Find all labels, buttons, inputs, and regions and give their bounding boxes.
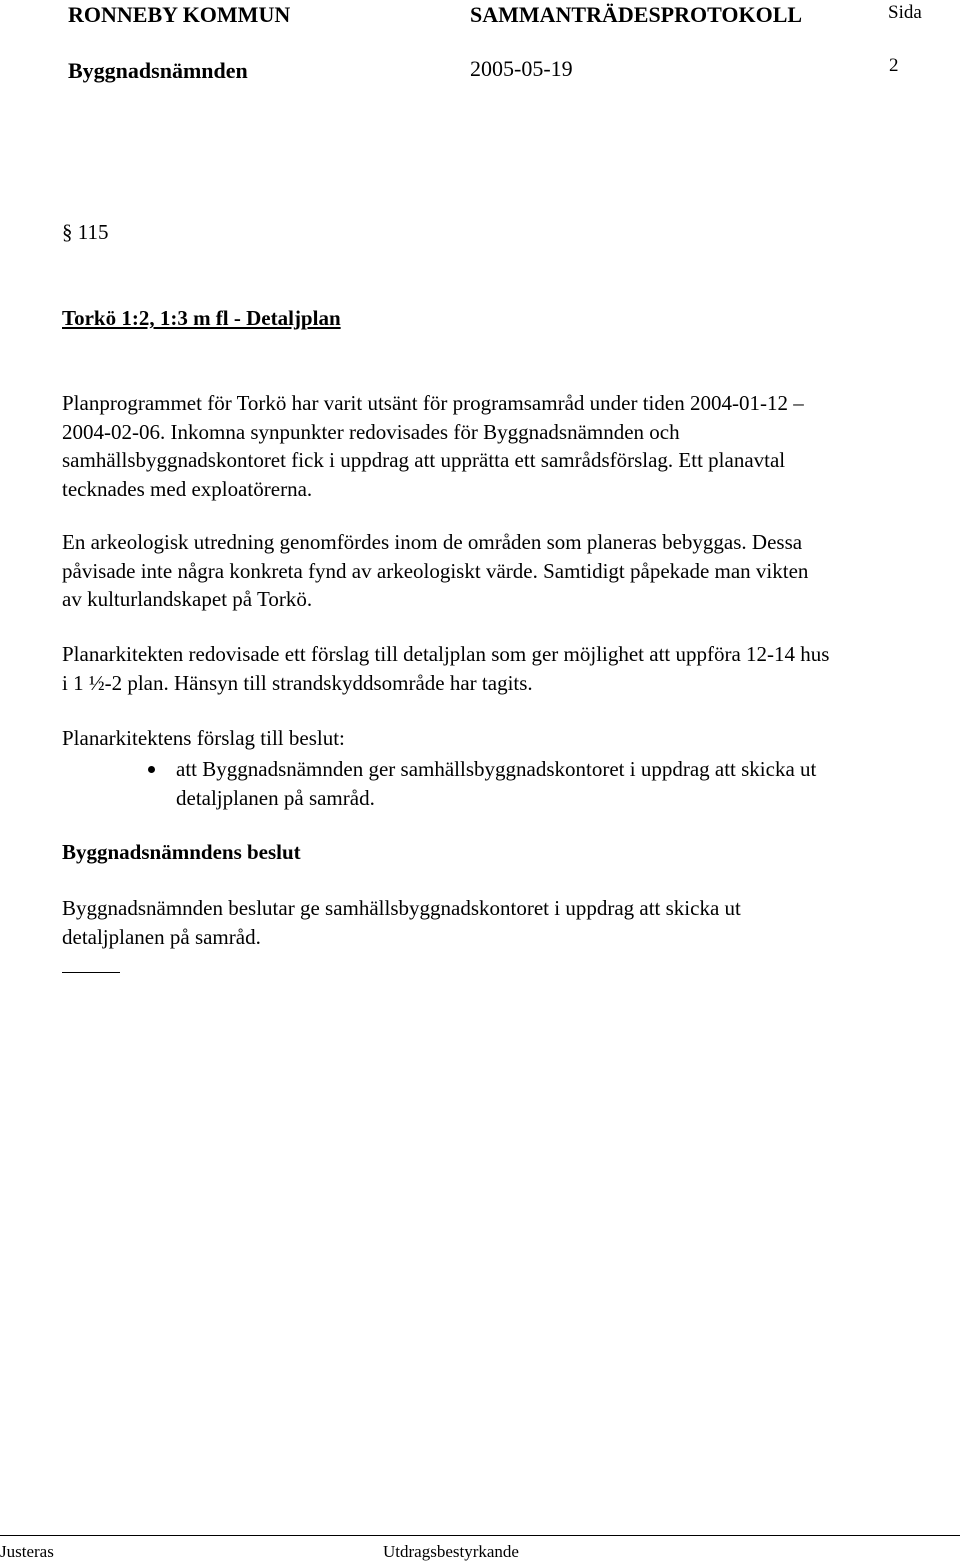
document-type: SAMMANTRÄDESPROTOKOLL bbox=[470, 2, 803, 27]
footer-justeras: Justeras bbox=[0, 1542, 54, 1561]
org-name: RONNEBY KOMMUN bbox=[68, 2, 291, 27]
paragraph-line: detaljplanen på samråd. bbox=[62, 924, 261, 949]
paragraph-line: Byggnadsnämnden beslutar ge samhällsbyggnadskontoret i uppdrag att skicka ut bbox=[62, 896, 741, 920]
proposal-bullet bbox=[176, 755, 956, 812]
end-rule bbox=[62, 972, 120, 973]
paragraph-1 bbox=[62, 389, 957, 503]
meeting-date: 2005-05-19 bbox=[470, 56, 573, 81]
bullet-line: detaljplanen på samråd. bbox=[176, 785, 375, 810]
section-number: § 115 bbox=[62, 220, 109, 244]
paragraph-2 bbox=[62, 528, 957, 614]
page-label: Sida bbox=[888, 2, 922, 23]
proposal-heading: Planarkitektens förslag till beslut: bbox=[62, 726, 345, 750]
paragraph-line: Planprogrammet för Torkö har varit utsänt för programsamråd under tiden 2004-01-12 – bbox=[62, 391, 804, 415]
footer-utdragsbestyrkande: Utdragsbestyrkande bbox=[383, 1542, 519, 1561]
bullet-line: att Byggnadsnämnden ger samhällsbyggnadskontoret i uppdrag att skicka ut bbox=[176, 757, 817, 781]
paragraph-line: Planarkitekten redovisade ett förslag till detaljplan som ger möjlighet att uppföra 12-14 hus bbox=[62, 642, 830, 666]
paragraph-line: påvisade inte några konkreta fynd av arkeologiskt värde. Samtidigt påpekade man vikten bbox=[62, 558, 809, 583]
paragraph-line: i 1 ½-2 plan. Hänsyn till strandskyddsområde har tagits. bbox=[62, 670, 533, 695]
paragraph-line: samhällsbyggnadskontoret fick i uppdrag att upprätta ett samrådsförslag. Ett planavtal bbox=[62, 448, 786, 472]
decision-text bbox=[62, 894, 957, 951]
section-title: Torkö 1:2, 1:3 m fl - Detaljplan bbox=[62, 306, 341, 330]
paragraph-line: tecknades med exploatörerna. bbox=[62, 476, 313, 501]
paragraph-line: En arkeologisk utredning genomfördes inom de områden som planeras bebyggas. Dessa bbox=[62, 530, 803, 554]
committee-name: Byggnadsnämnden bbox=[68, 58, 248, 83]
footer-divider bbox=[0, 1535, 960, 1536]
paragraph-line: 2004-02-06. Inkomna synpunkter redovisades för Byggnadsnämnden och bbox=[62, 419, 680, 444]
decision-heading: Byggnadsnämndens beslut bbox=[62, 840, 301, 864]
paragraph-3 bbox=[62, 640, 957, 697]
page-number: 2 bbox=[889, 55, 899, 76]
paragraph-line: av kulturlandskapet på Torkö. bbox=[62, 587, 313, 611]
bullet-dot-icon bbox=[148, 766, 155, 773]
